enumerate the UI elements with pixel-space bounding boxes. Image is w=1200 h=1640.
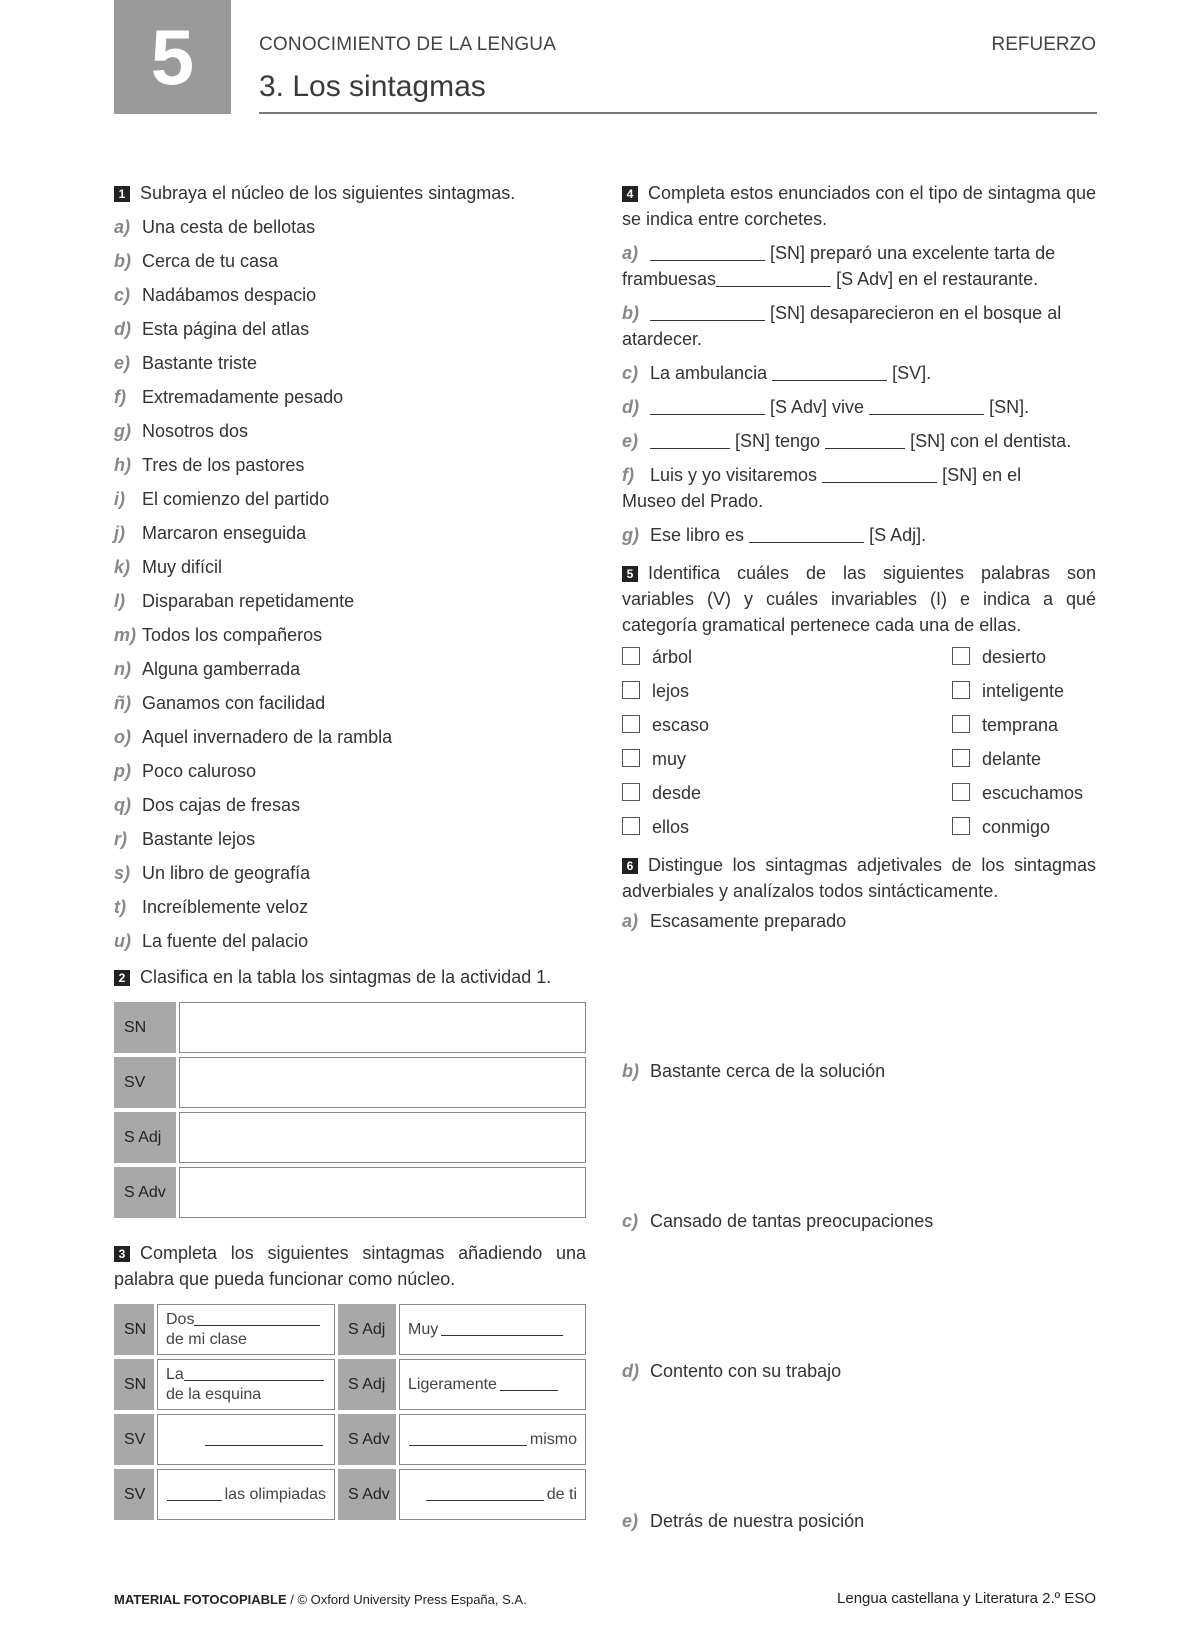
answer-blank[interactable] xyxy=(426,1486,544,1501)
prompt-text: Clasifica en la tabla los sintagmas de la actividad 1. xyxy=(140,967,552,987)
item-letter: f) xyxy=(114,387,126,407)
table-row xyxy=(114,1002,586,1053)
cell-text: de ti xyxy=(546,1486,577,1503)
item-letter: g) xyxy=(114,421,131,441)
answer-blank[interactable] xyxy=(184,1366,324,1381)
cell-line xyxy=(408,1310,577,1349)
q4-item-f xyxy=(622,462,1096,514)
question-6-prompt xyxy=(622,852,1096,904)
item-letter: g) xyxy=(622,525,639,545)
item-letter: e) xyxy=(114,353,131,373)
answer-cell[interactable] xyxy=(399,1414,586,1465)
checkbox[interactable] xyxy=(952,647,970,665)
item-letter: m) xyxy=(114,625,136,645)
item-letter: u) xyxy=(114,931,131,951)
list-item xyxy=(114,826,586,860)
item-text: Un libro de geografía xyxy=(142,863,311,883)
answer-blank[interactable] xyxy=(409,1431,527,1446)
checkbox-row xyxy=(622,814,1096,848)
checkbox[interactable] xyxy=(952,715,970,733)
footer-book-title: Lengua castellana y Literatura 2.º ESO xyxy=(837,1590,1096,1607)
row-label: S Adj xyxy=(338,1304,396,1355)
item-text: Nadábamos despacio xyxy=(142,285,317,305)
item-text: [SN] tengo xyxy=(735,431,821,451)
list-item xyxy=(114,214,586,248)
item-text: Ganamos con facilidad xyxy=(142,693,326,713)
answer-blank[interactable] xyxy=(650,302,765,321)
list-item xyxy=(114,690,586,724)
item-text: Aquel invernadero de la rambla xyxy=(142,727,393,747)
checkbox[interactable] xyxy=(622,715,640,733)
question-6-list xyxy=(622,908,1096,1538)
list-item xyxy=(114,350,586,384)
item-text: Muy difícil xyxy=(142,557,223,577)
table-row xyxy=(114,1359,586,1410)
checkbox-row xyxy=(622,644,1096,678)
checkbox-option[interactable] xyxy=(952,780,1083,806)
level-label: REFUERZO xyxy=(991,34,1096,55)
word-label: desde xyxy=(652,783,702,803)
answer-cell[interactable] xyxy=(157,1359,335,1410)
checkbox-option[interactable] xyxy=(622,681,689,701)
answer-cell[interactable] xyxy=(157,1414,335,1465)
item-text: Extremadamente pesado xyxy=(142,387,344,407)
checkbox[interactable] xyxy=(952,817,970,835)
item-letter: f) xyxy=(622,465,634,485)
item-letter: b) xyxy=(114,251,131,271)
header-divider xyxy=(259,112,1097,114)
item-text: Museo del Prado. xyxy=(622,491,764,511)
checkbox[interactable] xyxy=(952,749,970,767)
q4-item-d xyxy=(622,394,1096,420)
cell-text: La xyxy=(166,1366,184,1383)
item-text: Una cesta de bellotas xyxy=(142,217,316,237)
row-label: SN xyxy=(114,1002,176,1053)
row-label: SV xyxy=(114,1414,154,1465)
list-item xyxy=(114,520,586,554)
cell-text: mismo xyxy=(529,1431,577,1448)
prompt-text: Subraya el núcleo de los siguientes sintagmas. xyxy=(140,183,516,203)
question-number: 6 xyxy=(622,858,638,874)
checkbox-option[interactable] xyxy=(622,715,709,735)
completion-table xyxy=(114,1304,586,1520)
answer-blank[interactable] xyxy=(716,268,831,287)
item-letter: a) xyxy=(622,243,639,263)
answer-cell[interactable] xyxy=(399,1359,586,1410)
checkbox-option[interactable] xyxy=(622,647,692,667)
item-text: Luis y yo visitaremos xyxy=(650,465,818,485)
item-text: [SN]. xyxy=(989,397,1030,417)
item-letter: h) xyxy=(114,455,131,475)
item-text: Cerca de tu casa xyxy=(142,251,279,271)
cell-text: las olimpiadas xyxy=(224,1486,326,1503)
checkbox[interactable] xyxy=(622,783,640,801)
question-1-list xyxy=(114,214,586,962)
item-letter: c) xyxy=(114,285,131,305)
item-text: La ambulancia xyxy=(650,363,768,383)
list-item xyxy=(622,1358,1096,1508)
left-column xyxy=(114,180,586,1524)
item-letter: c) xyxy=(622,1211,639,1231)
item-letter: n) xyxy=(114,659,131,679)
table-row xyxy=(114,1112,586,1163)
cell-text: Muy xyxy=(408,1321,439,1338)
checkbox-option[interactable] xyxy=(622,749,686,769)
answer-blank[interactable] xyxy=(205,1431,323,1446)
answer-cell[interactable] xyxy=(179,1112,586,1163)
list-item xyxy=(114,282,586,316)
checkbox-option[interactable] xyxy=(622,783,701,803)
row-label: S Adj xyxy=(338,1359,396,1410)
list-item xyxy=(622,1508,1096,1538)
list-item xyxy=(114,418,586,452)
item-text: Bastante cerca de la solución xyxy=(650,1061,886,1081)
checkbox-row xyxy=(622,746,1096,780)
item-letter: k) xyxy=(114,557,131,577)
item-text: [S Adv] en el restaurante. xyxy=(836,269,1039,289)
list-item xyxy=(114,758,586,792)
table-row xyxy=(114,1414,586,1465)
checkbox[interactable] xyxy=(952,783,970,801)
list-item xyxy=(114,452,586,486)
item-text: Todos los compañeros xyxy=(142,625,323,645)
item-text: Disparaban repetidamente xyxy=(142,591,355,611)
list-item xyxy=(622,1058,1096,1208)
item-text: Escasamente preparado xyxy=(650,911,847,931)
answer-blank[interactable] xyxy=(869,396,984,415)
word-label: delante xyxy=(982,749,1042,769)
answer-blank[interactable] xyxy=(650,396,765,415)
table-row xyxy=(114,1304,586,1355)
item-letter: d) xyxy=(622,397,639,417)
checkbox[interactable] xyxy=(622,647,640,665)
answer-blank[interactable] xyxy=(194,1311,320,1326)
item-letter: b) xyxy=(622,303,639,323)
item-letter: a) xyxy=(622,911,639,931)
row-label: S Adv xyxy=(114,1167,176,1218)
question-3-prompt xyxy=(114,1240,586,1292)
cell-line xyxy=(166,1365,326,1385)
footer-rest: / © Oxford University Press España, S.A. xyxy=(286,1592,527,1607)
list-item xyxy=(114,316,586,350)
item-text: frambuesas xyxy=(622,269,717,289)
item-text: Bastante triste xyxy=(142,353,258,373)
item-letter: a) xyxy=(114,217,131,237)
item-text: Bastante lejos xyxy=(142,829,256,849)
checkbox-row xyxy=(622,678,1096,712)
item-text: Dos cajas de fresas xyxy=(142,795,301,815)
q4-item-b xyxy=(622,300,1096,352)
item-text: [SN] con el dentista. xyxy=(910,431,1072,451)
word-label: temprana xyxy=(982,715,1059,735)
item-text: [S Adj]. xyxy=(869,525,927,545)
cell-text: de mi clase xyxy=(166,1331,247,1348)
cell-text: Dos xyxy=(166,1311,195,1328)
word-checkbox-grid xyxy=(622,644,1096,848)
cell-line xyxy=(408,1365,577,1404)
item-text: Ese libro es xyxy=(650,525,745,545)
list-item xyxy=(622,1208,1096,1358)
row-label: SN xyxy=(114,1359,154,1410)
checkbox-option[interactable] xyxy=(952,678,1064,704)
word-label: árbol xyxy=(652,647,693,667)
checkbox-option[interactable] xyxy=(952,644,1046,670)
answer-cell[interactable] xyxy=(399,1304,586,1355)
checkbox-row xyxy=(622,712,1096,746)
cell-text: Ligeramente xyxy=(408,1376,497,1393)
question-4-prompt xyxy=(622,180,1096,232)
q4-item-e xyxy=(622,428,1096,454)
item-text: El comienzo del partido xyxy=(142,489,330,509)
q4-item-c xyxy=(622,360,1096,386)
item-letter: j) xyxy=(114,523,125,543)
item-text: Poco caluroso xyxy=(142,761,257,781)
question-number: 1 xyxy=(114,186,130,202)
item-text: Cansado de tantas preocupaciones xyxy=(650,1211,934,1231)
list-item xyxy=(622,908,1096,1058)
item-letter: s) xyxy=(114,863,131,883)
prompt-text: Identifica cuáles de las siguientes palabras son variables (V) y cuáles invariables (I) e indica a qué categoría gramatical pertenece cada una de ellas. xyxy=(622,563,1096,635)
word-label: ellos xyxy=(652,817,690,837)
answer-blank[interactable] xyxy=(825,430,905,449)
list-item xyxy=(114,554,586,588)
word-label: muy xyxy=(652,749,687,769)
item-text: Detrás de nuestra posición xyxy=(650,1511,865,1531)
answer-blank[interactable] xyxy=(500,1376,558,1391)
list-item xyxy=(114,860,586,894)
list-item xyxy=(114,792,586,826)
item-letter: e) xyxy=(622,1511,639,1531)
list-item xyxy=(114,384,586,418)
item-text: [SN] preparó una excelente tarta de xyxy=(770,243,1056,263)
cell-line xyxy=(166,1310,326,1330)
table-row xyxy=(114,1057,586,1108)
question-number: 5 xyxy=(622,566,638,582)
prompt-text: Completa estos enunciados con el tipo de sintagma que se indica entre corchetes. xyxy=(622,183,1096,229)
item-text: [S Adv] vive xyxy=(770,397,865,417)
item-letter: c) xyxy=(622,363,639,383)
item-text: Increíblemente veloz xyxy=(142,897,309,917)
row-label: SV xyxy=(114,1469,154,1520)
prompt-text: Completa los siguientes sintagmas añadiendo una palabra que pueda funcionar como núcleo. xyxy=(114,1243,586,1289)
checkbox[interactable] xyxy=(622,681,640,699)
word-label: inteligente xyxy=(982,681,1065,701)
list-item xyxy=(114,588,586,622)
list-item xyxy=(114,928,586,962)
item-letter: t) xyxy=(114,897,126,917)
answer-blank[interactable] xyxy=(650,242,765,261)
row-label: S Adv xyxy=(338,1414,396,1465)
row-label: SV xyxy=(114,1057,176,1108)
checkbox-option[interactable] xyxy=(952,712,1058,738)
answer-cell[interactable] xyxy=(179,1057,586,1108)
cell-line xyxy=(408,1475,577,1514)
question-5-prompt xyxy=(622,560,1096,638)
item-text: Esta página del atlas xyxy=(142,319,310,339)
item-text: [SV]. xyxy=(892,363,932,383)
answer-cell[interactable] xyxy=(399,1469,586,1520)
right-column xyxy=(622,180,1096,1538)
question-number: 2 xyxy=(114,970,130,986)
q4-item-a xyxy=(622,240,1096,292)
list-item xyxy=(114,724,586,758)
answer-cell[interactable] xyxy=(179,1167,586,1218)
item-text: Contento con su trabajo xyxy=(650,1361,842,1381)
checkbox[interactable] xyxy=(622,817,640,835)
item-text: Alguna gamberrada xyxy=(142,659,301,679)
answer-blank[interactable] xyxy=(772,362,887,381)
word-label: escaso xyxy=(652,715,710,735)
question-number: 4 xyxy=(622,186,638,202)
q4-item-g xyxy=(622,522,1096,548)
item-text: [SN] en el xyxy=(942,465,1022,485)
answer-cell[interactable] xyxy=(157,1304,335,1355)
row-label: S Adv xyxy=(338,1469,396,1520)
item-letter: q) xyxy=(114,795,131,815)
item-letter: o) xyxy=(114,727,131,747)
footer-copyright xyxy=(114,1592,527,1607)
answer-blank[interactable] xyxy=(749,524,864,543)
item-letter: d) xyxy=(114,319,131,339)
item-letter: d) xyxy=(622,1361,639,1381)
cell-text: de la esquina xyxy=(166,1386,262,1403)
checkbox[interactable] xyxy=(622,749,640,767)
item-letter: ñ) xyxy=(114,693,131,713)
list-item xyxy=(114,486,586,520)
answer-cell[interactable] xyxy=(157,1469,335,1520)
item-text: [SN] desaparecieron en el bosque al xyxy=(770,303,1062,323)
question-1-prompt xyxy=(114,180,586,206)
footer-bold: MATERIAL FOTOCOPIABLE xyxy=(114,1592,287,1607)
prompt-text: Distingue los sintagmas adjetivales de los sintagmas adverbiales y analízalos todos sintácticamente. xyxy=(622,855,1096,901)
item-letter: p) xyxy=(114,761,131,781)
list-item xyxy=(114,622,586,656)
checkbox-option[interactable] xyxy=(622,817,689,837)
answer-cell[interactable] xyxy=(179,1002,586,1053)
list-item xyxy=(114,894,586,928)
word-label: conmigo xyxy=(982,817,1051,837)
item-letter: l) xyxy=(114,591,125,611)
question-2-prompt xyxy=(114,964,586,990)
cell-line xyxy=(408,1420,577,1459)
checkbox[interactable] xyxy=(952,681,970,699)
table-row xyxy=(114,1469,586,1520)
item-text: Nosotros dos xyxy=(142,421,249,441)
list-item xyxy=(114,656,586,690)
question-number: 3 xyxy=(114,1246,130,1262)
checkbox-option[interactable] xyxy=(952,746,1041,772)
row-label: S Adj xyxy=(114,1112,176,1163)
word-label: escuchamos xyxy=(982,783,1084,803)
section-label: CONOCIMIENTO DE LA LENGUA xyxy=(259,34,557,55)
item-letter: e) xyxy=(622,431,639,451)
row-label: SN xyxy=(114,1304,154,1355)
answer-blank[interactable] xyxy=(441,1321,563,1336)
answer-blank[interactable] xyxy=(167,1486,222,1501)
cell-line xyxy=(166,1475,326,1514)
word-label: desierto xyxy=(982,647,1047,667)
item-text: La fuente del palacio xyxy=(142,931,309,951)
answer-blank[interactable] xyxy=(650,430,730,449)
word-label: lejos xyxy=(652,681,690,701)
unit-number-badge: 5 xyxy=(114,0,231,114)
table-row xyxy=(114,1167,586,1218)
item-text: Tres de los pastores xyxy=(142,455,305,475)
checkbox-row xyxy=(622,780,1096,814)
item-letter: i) xyxy=(114,489,125,509)
checkbox-option[interactable] xyxy=(952,814,1050,840)
answer-blank[interactable] xyxy=(822,464,937,483)
classification-table xyxy=(114,1002,586,1218)
page-title: 3. Los sintagmas xyxy=(259,70,486,103)
item-letter: b) xyxy=(622,1061,639,1081)
item-text: atardecer. xyxy=(622,329,703,349)
list-item xyxy=(114,248,586,282)
item-letter: r) xyxy=(114,829,127,849)
item-text: Marcaron enseguida xyxy=(142,523,307,543)
